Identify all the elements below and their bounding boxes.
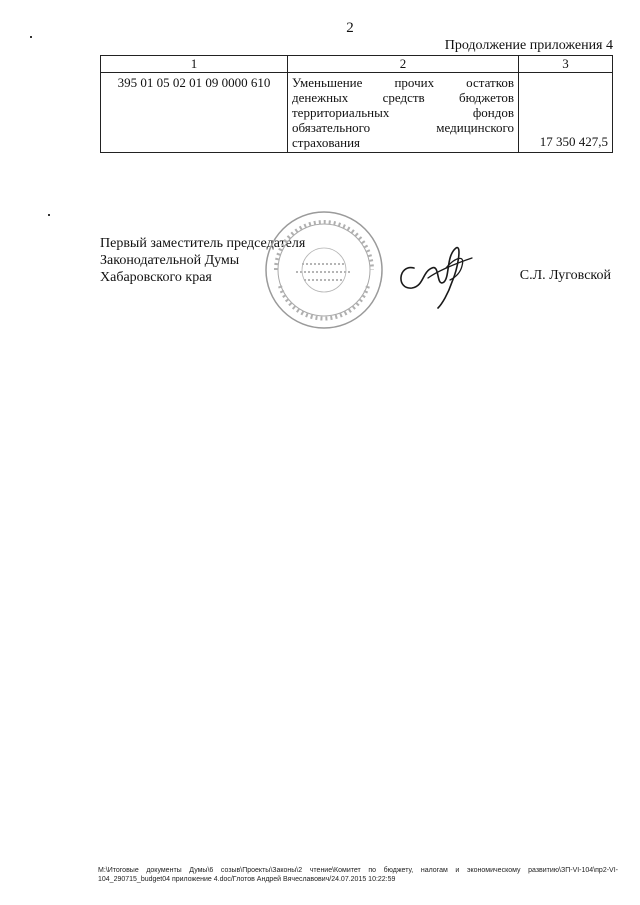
budget-item-name-line: Уменьшение прочих остатков (292, 75, 514, 90)
table-row (101, 73, 613, 153)
column-header-2: 2 (288, 56, 519, 73)
official-seal-stamp (262, 208, 386, 332)
signatory-position-line: Первый заместитель председателя (100, 236, 306, 251)
handwritten-signature (392, 238, 480, 310)
budget-table (100, 55, 613, 153)
appendix-continuation-label: Продолжение приложения 4 (444, 38, 613, 53)
column-header-1: 1 (101, 56, 288, 73)
scan-speck (48, 214, 50, 216)
signatory-position-line: Хабаровского края (100, 270, 212, 285)
document-file-path: M:\Итоговые документы Думы\6 созыв\Проекты\Законы\2 чтение\Комитет по бюджету, налогам и экономическому развитию\ЗП-VI-104\пр2-VI-104_290715_budget04 приложение 4.doc/Глотов Андрей Вячеславович/24.07.2015 10:22:59 (98, 867, 618, 883)
table-header-row (101, 56, 613, 73)
column-header-3: 3 (519, 56, 613, 73)
budget-item-name-line: страхования (292, 135, 361, 150)
scan-speck (30, 36, 32, 38)
signer-name: С.Л. Луговской (519, 268, 611, 283)
budget-classification-code: 395 01 05 02 01 09 0000 610 (101, 73, 288, 153)
budget-item-name-line: обязательного медицинского (292, 120, 514, 135)
signatory-position-line: Законодательной Думы (100, 253, 240, 268)
budget-item-name-line: территориальных фондов (292, 105, 514, 120)
budget-amount: 17 350 427,5 (519, 73, 613, 153)
page-number: 2 (346, 20, 354, 36)
budget-item-name-line: денежных средств бюджетов (292, 90, 514, 105)
budget-item-name (288, 73, 519, 153)
